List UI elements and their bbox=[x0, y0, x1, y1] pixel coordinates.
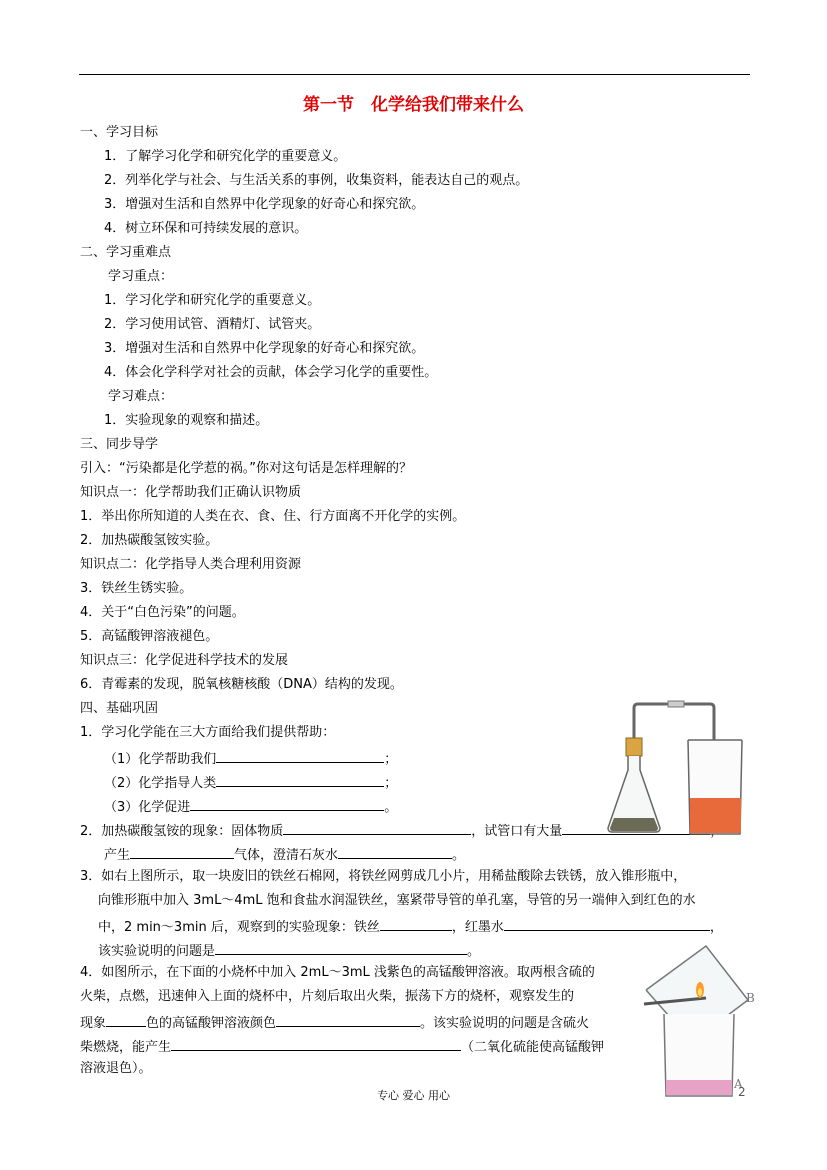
list-item: 1．实验现象的观察和描述。 bbox=[104, 413, 269, 428]
intro-text: 引入：“污染都是化学惹的祸。”你对这句话是怎样理解的？ bbox=[80, 461, 412, 476]
answer-blank[interactable] bbox=[216, 748, 384, 763]
fill-line bbox=[104, 844, 465, 865]
question-text: 气体，澄清石灰水 bbox=[234, 848, 339, 863]
list-item: 2．加热碳酸氢铵实验。 bbox=[80, 533, 219, 548]
question-stem: 1．学习化学能在三大方面给我们提供帮助： bbox=[80, 725, 336, 740]
flask-beaker-figure bbox=[600, 700, 750, 840]
list-item: 2．列举化学与社会、与生活关系的事例，收集资料，能表达自己的观点。 bbox=[104, 173, 529, 188]
list-item: 3．增强对生活和自然界中化学现象的好奇心和探究欲。 bbox=[104, 197, 425, 212]
list-item: 4．树立环保和可持续发展的意识。 bbox=[104, 221, 308, 236]
answer-blank[interactable] bbox=[215, 940, 467, 955]
question-text: 4．如图所示，在下面的小烧杯中加入 2mL～3mL 浅紫色的高锰酸钾溶液。取两根含硫的 bbox=[80, 965, 595, 980]
question-text: ，红墨水 bbox=[451, 920, 504, 935]
section-heading: 四、基础巩固 bbox=[80, 701, 159, 716]
fill-line bbox=[104, 748, 397, 769]
question-text: 溶液退色）。 bbox=[80, 1061, 152, 1076]
question-text: 火柴，点燃，迅速伸入上面的烧杯中，片刻后取出火柴，振荡下方的烧杯，观察发生的 bbox=[80, 989, 575, 1004]
question-text: 现象 bbox=[80, 1016, 107, 1031]
list-item: 3．增强对生活和自然界中化学现象的好奇心和探究欲。 bbox=[104, 341, 425, 356]
section-heading: 二、学习重难点 bbox=[80, 245, 172, 260]
punctuation: 。 bbox=[384, 800, 398, 815]
header-rule bbox=[79, 74, 750, 75]
knowledge-point: 知识点三：化学促进科学技术的发展 bbox=[80, 653, 289, 668]
list-item: 6．青霉素的发现，脱氧核糖核酸（DNA）结构的发现。 bbox=[80, 677, 403, 692]
answer-blank[interactable] bbox=[190, 796, 384, 811]
punctuation: 。 bbox=[467, 944, 481, 959]
page-title: 第一节 化学给我们带来什么 bbox=[303, 95, 524, 115]
fill-line bbox=[80, 1036, 604, 1057]
question-text: 3．如右上图所示，取一块废旧的铁丝石棉网，将铁丝网剪成几小片，用稀盐酸除去铁锈，放入锥形瓶中， bbox=[80, 869, 687, 884]
answer-blank[interactable] bbox=[130, 844, 234, 859]
list-item: 1．了解学习化学和研究化学的重要意义。 bbox=[104, 149, 347, 164]
page-footer: 专心 爱心 用心 bbox=[377, 1089, 450, 1102]
section-heading: 三、同步导学 bbox=[80, 437, 159, 452]
answer-blank[interactable] bbox=[504, 916, 710, 931]
punctuation: ， bbox=[709, 920, 723, 935]
question-text: 色的高锰酸钾溶液颜色 bbox=[146, 1016, 277, 1031]
answer-blank[interactable] bbox=[216, 772, 384, 787]
list-item: 5．高锰酸钾溶液褪色。 bbox=[80, 629, 219, 644]
punctuation: ； bbox=[384, 752, 398, 767]
list-item: 2．学习使用试管、酒精灯、试管夹。 bbox=[104, 317, 321, 332]
question-text: 。该实验说明的问题是含硫火 bbox=[420, 1016, 590, 1031]
question-text: （1）化学帮助我们 bbox=[104, 752, 217, 767]
answer-blank[interactable] bbox=[283, 820, 471, 835]
fill-line bbox=[98, 940, 480, 961]
list-item: 1．学习化学和研究化学的重要意义。 bbox=[104, 293, 321, 308]
answer-blank[interactable] bbox=[171, 1036, 461, 1051]
question-text: （二氧化硫能使高锰酸钾 bbox=[461, 1040, 605, 1055]
answer-blank[interactable] bbox=[106, 1012, 146, 1027]
subheading: 学习难点： bbox=[108, 389, 174, 404]
punctuation: 。 bbox=[452, 848, 466, 863]
section-heading: 一、学习目标 bbox=[80, 125, 159, 140]
question-text: （3）化学促进 bbox=[104, 800, 191, 815]
list-item: 4．关于“白色污染”的问题。 bbox=[80, 605, 245, 620]
answer-blank[interactable] bbox=[380, 916, 452, 931]
question-text: 该实验说明的问题是 bbox=[98, 944, 216, 959]
list-item: 3．铁丝生锈实验。 bbox=[80, 581, 193, 596]
list-item: 1．举出你所知道的人类在衣、食、住、行方面离不开化学的实例。 bbox=[80, 509, 466, 524]
knowledge-point: 知识点二：化学指导人类合理利用资源 bbox=[80, 557, 302, 572]
fill-line bbox=[104, 772, 397, 793]
knowledge-point: 知识点一：化学帮助我们正确认识物质 bbox=[80, 485, 302, 500]
label-a: A bbox=[734, 1077, 743, 1091]
answer-blank[interactable] bbox=[338, 844, 452, 859]
fill-line bbox=[104, 796, 397, 817]
punctuation: ； bbox=[384, 776, 398, 791]
list-item: 4．体会化学科学对社会的贡献，体会学习化学的重要性。 bbox=[104, 365, 438, 380]
subheading: 学习重点： bbox=[108, 269, 174, 284]
fill-line bbox=[80, 1012, 589, 1033]
question-text: 柴燃烧，能产生 bbox=[80, 1040, 172, 1055]
question-text: 向锥形瓶中加入 3mL～4mL 饱和食盐水润湿铁丝，塞紧带导管的单孔塞，导管的另一端伸入到红色的水 bbox=[98, 893, 696, 908]
match-beaker-figure bbox=[636, 940, 766, 1100]
question-text: ，试管口有大量 bbox=[471, 824, 563, 839]
question-text: （2）化学指导人类 bbox=[104, 776, 217, 791]
question-text: 产生 bbox=[104, 848, 131, 863]
answer-blank[interactable] bbox=[276, 1012, 420, 1027]
question-text: 2．加热碳酸氢铵的现象：固体物质 bbox=[80, 824, 284, 839]
label-b: B bbox=[746, 991, 755, 1005]
fill-line bbox=[98, 916, 723, 937]
question-text: 中，2 min～3min 后，观察到的实验现象：铁丝 bbox=[98, 920, 380, 935]
page-number: 2 bbox=[738, 1085, 746, 1099]
